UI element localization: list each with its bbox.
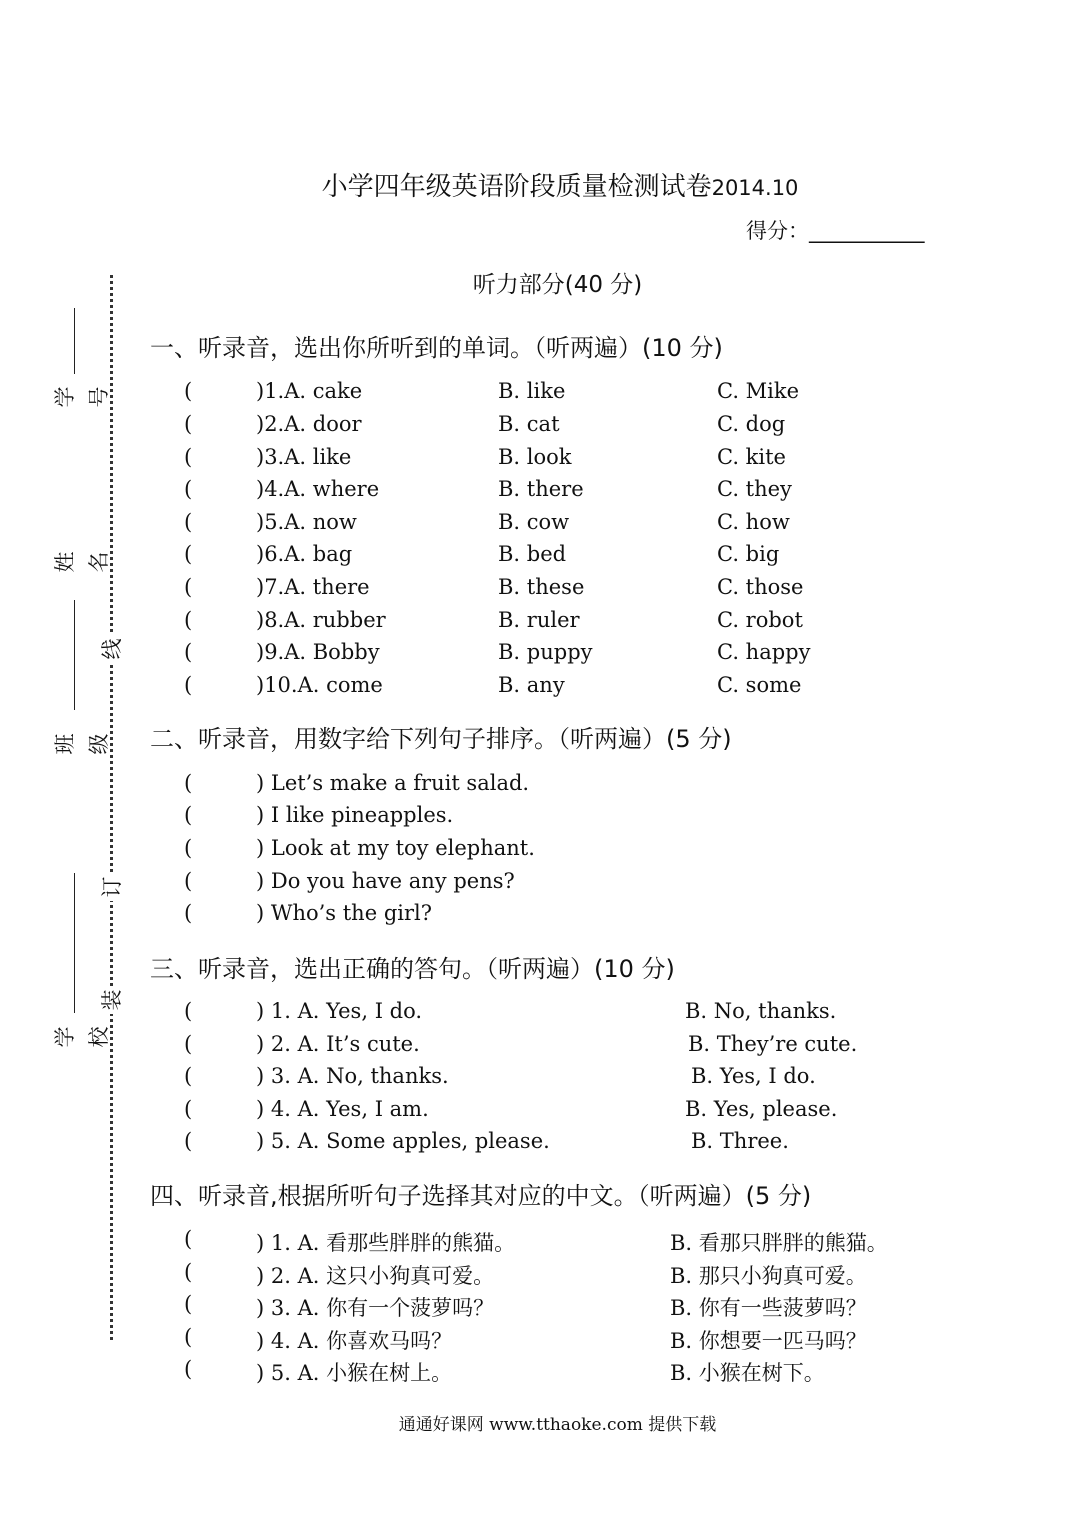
option-b: B. Yes, please. bbox=[685, 1097, 838, 1121]
answer-blank: ( bbox=[184, 1260, 193, 1284]
section-3-heading: 三、听录音，选出正确的答句。（听两遍）(10 分) bbox=[150, 955, 675, 983]
answer-blank: ( bbox=[184, 510, 193, 534]
list-item bbox=[0, 608, 1087, 638]
option-c: C. how bbox=[717, 510, 790, 534]
binding-char-staple: 订 bbox=[95, 873, 129, 901]
answer-blank: ( bbox=[184, 1097, 193, 1121]
option-c: C. happy bbox=[717, 640, 811, 664]
option-c: C. kite bbox=[717, 445, 786, 469]
list-item bbox=[0, 412, 1087, 442]
score-field bbox=[746, 215, 925, 245]
option-a: )10.A. come bbox=[256, 673, 383, 697]
option-a: ) 5. A. Some apples, please. bbox=[256, 1129, 550, 1153]
list-item bbox=[0, 379, 1087, 409]
option-b: B. cat bbox=[498, 412, 560, 436]
list-item bbox=[0, 771, 1087, 801]
sentence: ) Who’s the girl? bbox=[256, 901, 432, 925]
option-a: )9.A. Bobby bbox=[256, 640, 380, 664]
option-b: B. bed bbox=[498, 542, 567, 566]
answer-blank: ( bbox=[184, 803, 193, 827]
answer-blank: ( bbox=[184, 542, 193, 566]
option-a: ) 1. A. 看那些胖胖的熊猫。 bbox=[256, 1231, 516, 1255]
option-a: )6.A. bag bbox=[256, 542, 353, 566]
list-item bbox=[0, 999, 1087, 1029]
option-a: )1.A. cake bbox=[256, 379, 363, 403]
list-item bbox=[0, 1357, 1087, 1387]
list-item bbox=[0, 1260, 1087, 1290]
list-item bbox=[0, 803, 1087, 833]
answer-blank: ( bbox=[184, 869, 193, 893]
option-c: C. some bbox=[717, 673, 802, 697]
option-a: )7.A. there bbox=[256, 575, 370, 599]
option-b: B. 你想要一匹马吗？ bbox=[670, 1329, 867, 1353]
score-label: 得分： bbox=[746, 219, 809, 243]
list-item bbox=[0, 575, 1087, 605]
sentence: ) Do you have any pens? bbox=[256, 869, 515, 893]
option-a: ) 1. A. Yes, I do. bbox=[256, 999, 423, 1023]
score-blank: ___________ bbox=[809, 219, 925, 243]
option-b: B. 你有一些菠萝吗？ bbox=[670, 1296, 867, 1320]
list-item bbox=[0, 445, 1087, 475]
answer-blank: ( bbox=[184, 608, 193, 632]
list-item bbox=[0, 542, 1087, 572]
list-item bbox=[0, 1292, 1087, 1322]
answer-blank: ( bbox=[184, 1227, 193, 1251]
sentence: ) Let’s make a fruit salad. bbox=[256, 771, 530, 795]
option-a: ) 5. A. 小猴在树上。 bbox=[256, 1361, 453, 1385]
option-a: ) 4. A. 你喜欢马吗？ bbox=[256, 1329, 453, 1353]
answer-blank: ( bbox=[184, 445, 193, 469]
answer-blank: ( bbox=[184, 1292, 193, 1316]
answer-blank: ( bbox=[184, 1129, 193, 1153]
listening-part-title: 听力部分(40 分) bbox=[472, 272, 643, 298]
list-item bbox=[0, 640, 1087, 670]
student-id-line bbox=[74, 308, 75, 374]
option-b: B. They’re cute. bbox=[688, 1032, 858, 1056]
option-a: ) 3. A. No, thanks. bbox=[256, 1064, 449, 1088]
option-b: B. Three. bbox=[691, 1129, 789, 1153]
section-1-heading: 一、听录音，选出你所听到的单词。（听两遍）(10 分) bbox=[150, 334, 723, 362]
answer-blank: ( bbox=[184, 673, 193, 697]
sidebar-label-school: 学校 bbox=[53, 1026, 111, 1048]
option-b: B. look bbox=[498, 445, 572, 469]
list-item bbox=[0, 1064, 1087, 1094]
option-b: B. cow bbox=[498, 510, 570, 534]
answer-blank: ( bbox=[184, 771, 193, 795]
option-a: ) 4. A. Yes, I am. bbox=[256, 1097, 429, 1121]
option-b: B. 那只小狗真可爱。 bbox=[670, 1264, 867, 1288]
sidebar-label-class: 班级 bbox=[53, 733, 111, 755]
list-item bbox=[0, 477, 1087, 507]
page-title bbox=[0, 166, 1087, 203]
sidebar-label-student-id: 学号 bbox=[53, 386, 111, 408]
option-b: B. there bbox=[498, 477, 584, 501]
answer-blank: ( bbox=[184, 1357, 193, 1381]
answer-blank: ( bbox=[184, 640, 193, 664]
answer-blank: ( bbox=[184, 1032, 193, 1056]
section-4-heading: 四、听录音,根据所听句子选择其对应的中文。（听两遍）(5 分) bbox=[150, 1182, 812, 1210]
option-a: ) 2. A. It’s cute. bbox=[256, 1032, 420, 1056]
binding-char-line: 线 bbox=[95, 635, 129, 663]
title-text: 小学四年级英语阶段质量检测试卷 bbox=[321, 172, 712, 202]
sentence: ) Look at my toy elephant. bbox=[256, 836, 535, 860]
option-b: B. like bbox=[498, 379, 566, 403]
option-a: ) 2. A. 这只小狗真可爱。 bbox=[256, 1264, 495, 1288]
answer-blank: ( bbox=[184, 836, 193, 860]
list-item bbox=[0, 1097, 1087, 1127]
list-item bbox=[0, 673, 1087, 703]
option-b: B. Yes, I do. bbox=[691, 1064, 816, 1088]
option-b: B. these bbox=[498, 575, 585, 599]
list-item bbox=[0, 1325, 1087, 1355]
list-item bbox=[0, 901, 1087, 931]
answer-blank: ( bbox=[184, 999, 193, 1023]
sentence: ) I like pineapples. bbox=[256, 803, 454, 827]
list-item bbox=[0, 510, 1087, 540]
option-c: C. they bbox=[717, 477, 792, 501]
title-date: 2014.10 bbox=[711, 176, 799, 200]
option-b: B. No, thanks. bbox=[685, 999, 837, 1023]
binding-char-bind: 装 bbox=[95, 986, 129, 1014]
answer-blank: ( bbox=[184, 379, 193, 403]
option-c: C. big bbox=[717, 542, 780, 566]
answer-blank: ( bbox=[184, 575, 193, 599]
footer-credit: 通通好课网 www.tthaoke.com 提供下载 bbox=[398, 1415, 717, 1435]
option-c: C. robot bbox=[717, 608, 803, 632]
answer-blank: ( bbox=[184, 412, 193, 436]
list-item bbox=[0, 869, 1087, 899]
option-c: C. those bbox=[717, 575, 804, 599]
option-b: B. puppy bbox=[498, 640, 593, 664]
option-a: )4.A. where bbox=[256, 477, 380, 501]
option-a: )3.A. like bbox=[256, 445, 352, 469]
section-2-heading: 二、听录音，用数字给下列句子排序。（听两遍）(5 分) bbox=[150, 725, 732, 753]
answer-blank: ( bbox=[184, 1064, 193, 1088]
list-item bbox=[0, 1032, 1087, 1062]
answer-blank: ( bbox=[184, 477, 193, 501]
option-c: C. dog bbox=[717, 412, 786, 436]
option-b: B. ruler bbox=[498, 608, 580, 632]
option-a: )5.A. now bbox=[256, 510, 357, 534]
answer-blank: ( bbox=[184, 1325, 193, 1349]
list-item bbox=[0, 1129, 1087, 1159]
answer-blank: ( bbox=[184, 901, 193, 925]
option-c: C. Mike bbox=[717, 379, 800, 403]
list-item bbox=[0, 836, 1087, 866]
option-b: B. 小猴在树下。 bbox=[670, 1361, 825, 1385]
option-a: )2.A. door bbox=[256, 412, 362, 436]
option-a: ) 3. A. 你有一个菠萝吗？ bbox=[256, 1296, 495, 1320]
list-item bbox=[0, 1227, 1087, 1257]
option-b: B. any bbox=[498, 673, 565, 697]
option-b: B. 看那只胖胖的熊猫。 bbox=[670, 1231, 888, 1255]
option-a: )8.A. rubber bbox=[256, 608, 386, 632]
sidebar-label-name: 姓名 bbox=[53, 551, 111, 573]
